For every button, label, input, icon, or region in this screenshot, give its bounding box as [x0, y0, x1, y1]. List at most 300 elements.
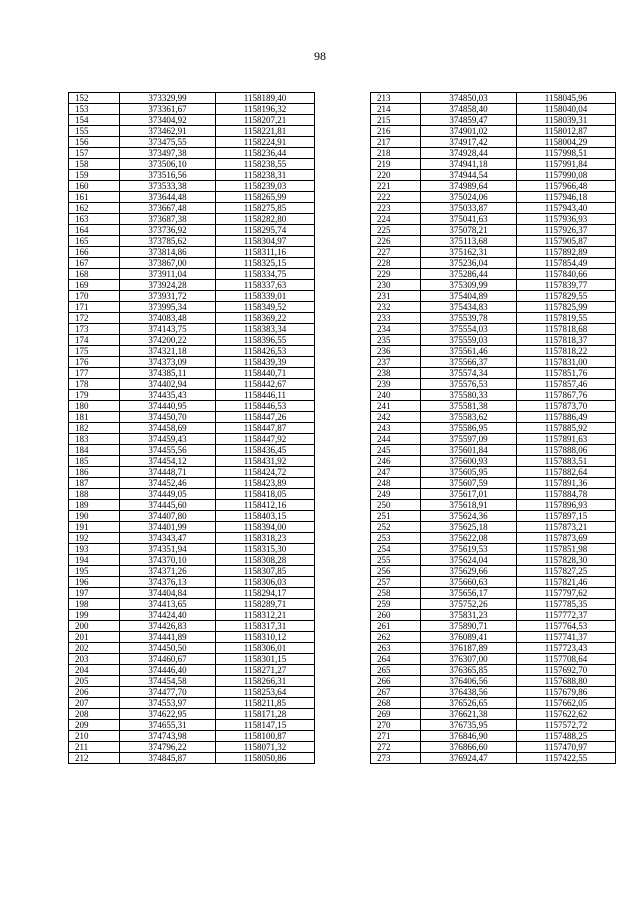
y-coordinate-cell: 1158171,28 — [216, 709, 315, 720]
x-coordinate-cell: 374426,83 — [120, 621, 216, 632]
point-number-cell: 193 — [69, 544, 120, 555]
table-row — [371, 709, 616, 720]
x-coordinate-cell: 374376,13 — [120, 577, 216, 588]
y-coordinate-cell: 1158238,31 — [216, 170, 315, 181]
table-row — [371, 291, 616, 302]
point-number-cell: 211 — [69, 742, 120, 753]
y-coordinate-cell: 1158040,04 — [517, 104, 616, 115]
point-number-cell: 263 — [371, 643, 421, 654]
point-number-cell: 166 — [69, 247, 120, 258]
point-number-cell: 180 — [69, 401, 120, 412]
x-coordinate-cell: 374441,89 — [120, 632, 216, 643]
y-coordinate-cell: 1158238,55 — [216, 159, 315, 170]
y-coordinate-cell: 1157818,37 — [517, 335, 616, 346]
x-coordinate-cell: 373931,72 — [120, 291, 216, 302]
table-row — [69, 203, 315, 214]
table-row — [69, 544, 315, 555]
x-coordinate-cell: 375580,33 — [421, 390, 517, 401]
table-row — [371, 313, 616, 324]
y-coordinate-cell: 1157851,98 — [517, 544, 616, 555]
y-coordinate-cell: 1158423,89 — [216, 478, 315, 489]
table-row — [371, 478, 616, 489]
x-coordinate-cell: 373911,04 — [120, 269, 216, 280]
point-number-cell: 239 — [371, 379, 421, 390]
table-row — [69, 258, 315, 269]
x-coordinate-cell: 374743,98 — [120, 731, 216, 742]
y-coordinate-cell: 1158424,72 — [216, 467, 315, 478]
x-coordinate-cell: 374404,84 — [120, 588, 216, 599]
table-row — [69, 247, 315, 258]
point-number-cell: 212 — [69, 753, 120, 764]
y-coordinate-cell: 1157679,86 — [517, 687, 616, 698]
point-number-cell: 187 — [69, 478, 120, 489]
point-number-cell: 272 — [371, 742, 421, 753]
y-coordinate-cell: 1158337,63 — [216, 280, 315, 291]
y-coordinate-cell: 1158012,87 — [517, 126, 616, 137]
x-coordinate-cell: 375583,62 — [421, 412, 517, 423]
x-coordinate-cell: 376735,95 — [421, 720, 517, 731]
point-number-cell: 257 — [371, 577, 421, 588]
point-number-cell: 246 — [371, 456, 421, 467]
table-row — [371, 610, 616, 621]
table-row — [69, 390, 315, 401]
table-row — [371, 500, 616, 511]
y-coordinate-cell: 1157662,05 — [517, 698, 616, 709]
y-coordinate-cell: 1157891,63 — [517, 434, 616, 445]
table-row — [371, 159, 616, 170]
table-row — [69, 511, 315, 522]
point-number-cell: 168 — [69, 269, 120, 280]
point-number-cell: 216 — [371, 126, 421, 137]
point-number-cell: 206 — [69, 687, 120, 698]
y-coordinate-cell: 1157831,00 — [517, 357, 616, 368]
x-coordinate-cell: 374401,99 — [120, 522, 216, 533]
table-row — [371, 302, 616, 313]
y-coordinate-cell: 1158004,29 — [517, 137, 616, 148]
y-coordinate-cell: 1158334,75 — [216, 269, 315, 280]
y-coordinate-cell: 1158440,71 — [216, 368, 315, 379]
y-coordinate-cell: 1157828,30 — [517, 555, 616, 566]
table-row — [69, 335, 315, 346]
table-row — [371, 346, 616, 357]
x-coordinate-cell: 373475,55 — [120, 137, 216, 148]
y-coordinate-cell: 1157818,22 — [517, 346, 616, 357]
point-number-cell: 198 — [69, 599, 120, 610]
y-coordinate-cell: 1157819,55 — [517, 313, 616, 324]
x-coordinate-cell: 374455,56 — [120, 445, 216, 456]
x-coordinate-cell: 374452,46 — [120, 478, 216, 489]
y-coordinate-cell: 1158039,31 — [517, 115, 616, 126]
x-coordinate-cell: 376365,85 — [421, 665, 517, 676]
y-coordinate-cell: 1158439,39 — [216, 357, 315, 368]
x-coordinate-cell: 374459,43 — [120, 434, 216, 445]
y-coordinate-cell: 1158236,44 — [216, 148, 315, 159]
y-coordinate-cell: 1158446,53 — [216, 401, 315, 412]
y-coordinate-cell: 1158050,86 — [216, 753, 315, 764]
y-coordinate-cell: 1158282,80 — [216, 214, 315, 225]
x-coordinate-cell: 374385,11 — [120, 368, 216, 379]
y-coordinate-cell: 1157885,92 — [517, 423, 616, 434]
table-row — [69, 742, 315, 753]
point-number-cell: 155 — [69, 126, 120, 137]
table-row — [371, 632, 616, 643]
x-coordinate-cell: 375656,17 — [421, 588, 517, 599]
point-number-cell: 256 — [371, 566, 421, 577]
point-number-cell: 189 — [69, 500, 120, 511]
table-row — [69, 225, 315, 236]
point-number-cell: 157 — [69, 148, 120, 159]
x-coordinate-cell: 375581,38 — [421, 401, 517, 412]
table-row — [371, 258, 616, 269]
table-row — [69, 698, 315, 709]
point-number-cell: 210 — [69, 731, 120, 742]
point-number-cell: 235 — [371, 335, 421, 346]
y-coordinate-cell: 1158394,00 — [216, 522, 315, 533]
x-coordinate-cell: 375162,31 — [421, 247, 517, 258]
x-coordinate-cell: 374321,18 — [120, 346, 216, 357]
x-coordinate-cell: 375286,44 — [421, 269, 517, 280]
x-coordinate-cell: 375600,93 — [421, 456, 517, 467]
point-number-cell: 227 — [371, 247, 421, 258]
y-coordinate-cell: 1157884,78 — [517, 489, 616, 500]
table-row — [69, 313, 315, 324]
point-number-cell: 266 — [371, 676, 421, 687]
point-number-cell: 159 — [69, 170, 120, 181]
y-coordinate-cell: 1158369,22 — [216, 313, 315, 324]
x-coordinate-cell: 374413,65 — [120, 599, 216, 610]
table-row — [69, 324, 315, 335]
point-number-cell: 183 — [69, 434, 120, 445]
y-coordinate-cell: 1157825,99 — [517, 302, 616, 313]
x-coordinate-cell: 373667,48 — [120, 203, 216, 214]
table-row — [371, 368, 616, 379]
y-coordinate-cell: 1157990,08 — [517, 170, 616, 181]
table-row — [371, 434, 616, 445]
point-number-cell: 182 — [69, 423, 120, 434]
x-coordinate-cell: 374200,22 — [120, 335, 216, 346]
x-coordinate-cell: 375752,26 — [421, 599, 517, 610]
table-row — [371, 456, 616, 467]
y-coordinate-cell: 1157991,84 — [517, 159, 616, 170]
point-number-cell: 252 — [371, 522, 421, 533]
table-row — [371, 423, 616, 434]
x-coordinate-cell: 375033,87 — [421, 203, 517, 214]
y-coordinate-cell: 1158317,31 — [216, 621, 315, 632]
point-number-cell: 197 — [69, 588, 120, 599]
table-row — [69, 676, 315, 687]
table-row — [69, 577, 315, 588]
point-number-cell: 249 — [371, 489, 421, 500]
y-coordinate-cell: 1158253,64 — [216, 687, 315, 698]
x-coordinate-cell: 374859,47 — [421, 115, 517, 126]
x-coordinate-cell: 373329,99 — [120, 93, 216, 104]
y-coordinate-cell: 1157943,40 — [517, 203, 616, 214]
point-number-cell: 240 — [371, 390, 421, 401]
y-coordinate-cell: 1157622,62 — [517, 709, 616, 720]
x-coordinate-cell: 375625,18 — [421, 522, 517, 533]
y-coordinate-cell: 1157873,69 — [517, 533, 616, 544]
point-number-cell: 184 — [69, 445, 120, 456]
point-number-cell: 160 — [69, 181, 120, 192]
table-row — [371, 643, 616, 654]
x-coordinate-cell: 374371,26 — [120, 566, 216, 577]
table-row — [69, 170, 315, 181]
point-number-cell: 207 — [69, 698, 120, 709]
y-coordinate-cell: 1157926,37 — [517, 225, 616, 236]
table-row — [371, 698, 616, 709]
x-coordinate-cell: 375619,53 — [421, 544, 517, 555]
table-row — [69, 566, 315, 577]
y-coordinate-cell: 1158211,85 — [216, 698, 315, 709]
table-row — [69, 456, 315, 467]
x-coordinate-cell: 374901,02 — [421, 126, 517, 137]
point-number-cell: 236 — [371, 346, 421, 357]
y-coordinate-cell: 1158239,03 — [216, 181, 315, 192]
y-coordinate-cell: 1157839,77 — [517, 280, 616, 291]
point-number-cell: 217 — [371, 137, 421, 148]
y-coordinate-cell: 1158396,55 — [216, 335, 315, 346]
point-number-cell: 161 — [69, 192, 120, 203]
x-coordinate-cell: 373462,91 — [120, 126, 216, 137]
x-coordinate-cell: 375624,36 — [421, 511, 517, 522]
x-coordinate-cell: 376526,65 — [421, 698, 517, 709]
x-coordinate-cell: 375624,04 — [421, 555, 517, 566]
x-coordinate-cell: 376406,56 — [421, 676, 517, 687]
x-coordinate-cell: 375629,66 — [421, 566, 517, 577]
y-coordinate-cell: 1158446,11 — [216, 390, 315, 401]
point-number-cell: 185 — [69, 456, 120, 467]
table-row — [371, 104, 616, 115]
table-row — [69, 665, 315, 676]
x-coordinate-cell: 374460,67 — [120, 654, 216, 665]
point-number-cell: 186 — [69, 467, 120, 478]
y-coordinate-cell: 1157873,21 — [517, 522, 616, 533]
table-row — [69, 610, 315, 621]
point-number-cell: 261 — [371, 621, 421, 632]
table-row — [371, 324, 616, 335]
point-number-cell: 176 — [69, 357, 120, 368]
x-coordinate-cell: 375617,01 — [421, 489, 517, 500]
point-number-cell: 269 — [371, 709, 421, 720]
table-row — [371, 357, 616, 368]
x-coordinate-cell: 373736,92 — [120, 225, 216, 236]
x-coordinate-cell: 373785,62 — [120, 236, 216, 247]
point-number-cell: 171 — [69, 302, 120, 313]
table-row — [69, 291, 315, 302]
y-coordinate-cell: 1157854,49 — [517, 258, 616, 269]
point-number-cell: 209 — [69, 720, 120, 731]
y-coordinate-cell: 1158271,27 — [216, 665, 315, 676]
table-row — [69, 687, 315, 698]
point-number-cell: 215 — [371, 115, 421, 126]
point-number-cell: 255 — [371, 555, 421, 566]
table-row — [69, 533, 315, 544]
table-row — [69, 269, 315, 280]
y-coordinate-cell: 1157488,25 — [517, 731, 616, 742]
y-coordinate-cell: 1158265,99 — [216, 192, 315, 203]
x-coordinate-cell: 373644,48 — [120, 192, 216, 203]
y-coordinate-cell: 1158315,30 — [216, 544, 315, 555]
y-coordinate-cell: 1158196,32 — [216, 104, 315, 115]
y-coordinate-cell: 1158436,45 — [216, 445, 315, 456]
table-row — [69, 643, 315, 654]
point-number-cell: 243 — [371, 423, 421, 434]
y-coordinate-cell: 1158447,26 — [216, 412, 315, 423]
point-number-cell: 152 — [69, 93, 120, 104]
y-coordinate-cell: 1158100,87 — [216, 731, 315, 742]
y-coordinate-cell: 1158308,28 — [216, 555, 315, 566]
x-coordinate-cell: 374407,80 — [120, 511, 216, 522]
point-number-cell: 214 — [371, 104, 421, 115]
y-coordinate-cell: 1158224,91 — [216, 137, 315, 148]
point-number-cell: 230 — [371, 280, 421, 291]
x-coordinate-cell: 376866,60 — [421, 742, 517, 753]
y-coordinate-cell: 1157888,06 — [517, 445, 616, 456]
x-coordinate-cell: 376846,90 — [421, 731, 517, 742]
table-row — [69, 148, 315, 159]
point-number-cell: 164 — [69, 225, 120, 236]
point-number-cell: 195 — [69, 566, 120, 577]
point-number-cell: 254 — [371, 544, 421, 555]
x-coordinate-cell: 375601,84 — [421, 445, 517, 456]
y-coordinate-cell: 1157873,70 — [517, 401, 616, 412]
x-coordinate-cell: 375566,37 — [421, 357, 517, 368]
x-coordinate-cell: 375574,34 — [421, 368, 517, 379]
y-coordinate-cell: 1158147,15 — [216, 720, 315, 731]
y-coordinate-cell: 1158304,97 — [216, 236, 315, 247]
y-coordinate-cell: 1158306,01 — [216, 643, 315, 654]
x-coordinate-cell: 375831,23 — [421, 610, 517, 621]
table-row — [371, 544, 616, 555]
point-number-cell: 202 — [69, 643, 120, 654]
table-row — [371, 742, 616, 753]
point-number-cell: 251 — [371, 511, 421, 522]
table-row — [371, 148, 616, 159]
table-row — [69, 445, 315, 456]
table-row — [371, 687, 616, 698]
table-row — [69, 632, 315, 643]
table-row — [69, 467, 315, 478]
point-number-cell: 191 — [69, 522, 120, 533]
point-number-cell: 208 — [69, 709, 120, 720]
x-coordinate-cell: 374343,47 — [120, 533, 216, 544]
x-coordinate-cell: 375078,21 — [421, 225, 517, 236]
x-coordinate-cell: 375561,46 — [421, 346, 517, 357]
y-coordinate-cell: 1158045,96 — [517, 93, 616, 104]
x-coordinate-cell: 374477,70 — [120, 687, 216, 698]
y-coordinate-cell: 1157741,37 — [517, 632, 616, 643]
y-coordinate-cell: 1158418,05 — [216, 489, 315, 500]
table-row — [371, 335, 616, 346]
x-coordinate-cell: 374448,71 — [120, 467, 216, 478]
point-number-cell: 177 — [69, 368, 120, 379]
y-coordinate-cell: 1158307,85 — [216, 566, 315, 577]
x-coordinate-cell: 373924,28 — [120, 280, 216, 291]
y-coordinate-cell: 1157998,51 — [517, 148, 616, 159]
x-coordinate-cell: 374373,09 — [120, 357, 216, 368]
table-row — [371, 676, 616, 687]
y-coordinate-cell: 1157827,25 — [517, 566, 616, 577]
point-number-cell: 153 — [69, 104, 120, 115]
table-row — [69, 401, 315, 412]
y-coordinate-cell: 1158318,23 — [216, 533, 315, 544]
table-row — [69, 588, 315, 599]
y-coordinate-cell: 1158447,87 — [216, 423, 315, 434]
point-number-cell: 234 — [371, 324, 421, 335]
table-row — [371, 533, 616, 544]
table-row — [69, 621, 315, 632]
point-number-cell: 192 — [69, 533, 120, 544]
table-row — [69, 720, 315, 731]
x-coordinate-cell: 374655,31 — [120, 720, 216, 731]
y-coordinate-cell: 1158189,40 — [216, 93, 315, 104]
table-row — [371, 170, 616, 181]
table-row — [371, 511, 616, 522]
point-number-cell: 259 — [371, 599, 421, 610]
x-coordinate-cell: 374845,87 — [120, 753, 216, 764]
point-number-cell: 220 — [371, 170, 421, 181]
point-number-cell: 268 — [371, 698, 421, 709]
point-number-cell: 219 — [371, 159, 421, 170]
x-coordinate-cell: 374446,40 — [120, 665, 216, 676]
x-coordinate-cell: 375607,59 — [421, 478, 517, 489]
x-coordinate-cell: 375586,95 — [421, 423, 517, 434]
y-coordinate-cell: 1157896,93 — [517, 500, 616, 511]
x-coordinate-cell: 374850,03 — [421, 93, 517, 104]
y-coordinate-cell: 1157797,62 — [517, 588, 616, 599]
x-coordinate-cell: 374944,54 — [421, 170, 517, 181]
table-row — [371, 588, 616, 599]
point-number-cell: 162 — [69, 203, 120, 214]
x-coordinate-cell: 374941,18 — [421, 159, 517, 170]
point-number-cell: 228 — [371, 258, 421, 269]
y-coordinate-cell: 1158310,12 — [216, 632, 315, 643]
table-row — [69, 489, 315, 500]
point-number-cell: 154 — [69, 115, 120, 126]
x-coordinate-cell: 375554,03 — [421, 324, 517, 335]
x-coordinate-cell: 376924,47 — [421, 753, 517, 764]
y-coordinate-cell: 1157785,35 — [517, 599, 616, 610]
point-number-cell: 223 — [371, 203, 421, 214]
x-coordinate-cell: 374083,48 — [120, 313, 216, 324]
y-coordinate-cell: 1157818,68 — [517, 324, 616, 335]
point-number-cell: 232 — [371, 302, 421, 313]
y-coordinate-cell: 1157772,37 — [517, 610, 616, 621]
x-coordinate-cell: 375434,83 — [421, 302, 517, 313]
y-coordinate-cell: 1157905,87 — [517, 236, 616, 247]
x-coordinate-cell: 375576,53 — [421, 379, 517, 390]
y-coordinate-cell: 1157688,80 — [517, 676, 616, 687]
table-row — [69, 137, 315, 148]
point-number-cell: 175 — [69, 346, 120, 357]
x-coordinate-cell: 376089,41 — [421, 632, 517, 643]
y-coordinate-cell: 1158426,53 — [216, 346, 315, 357]
y-coordinate-cell: 1157708,64 — [517, 654, 616, 665]
x-coordinate-cell: 374622,95 — [120, 709, 216, 720]
table-row — [371, 555, 616, 566]
y-coordinate-cell: 1158311,16 — [216, 247, 315, 258]
table-row — [69, 159, 315, 170]
point-number-cell: 199 — [69, 610, 120, 621]
y-coordinate-cell: 1158383,34 — [216, 324, 315, 335]
point-number-cell: 270 — [371, 720, 421, 731]
point-number-cell: 262 — [371, 632, 421, 643]
point-number-cell: 163 — [69, 214, 120, 225]
point-number-cell: 188 — [69, 489, 120, 500]
x-coordinate-cell: 373995,34 — [120, 302, 216, 313]
x-coordinate-cell: 373361,67 — [120, 104, 216, 115]
point-number-cell: 258 — [371, 588, 421, 599]
